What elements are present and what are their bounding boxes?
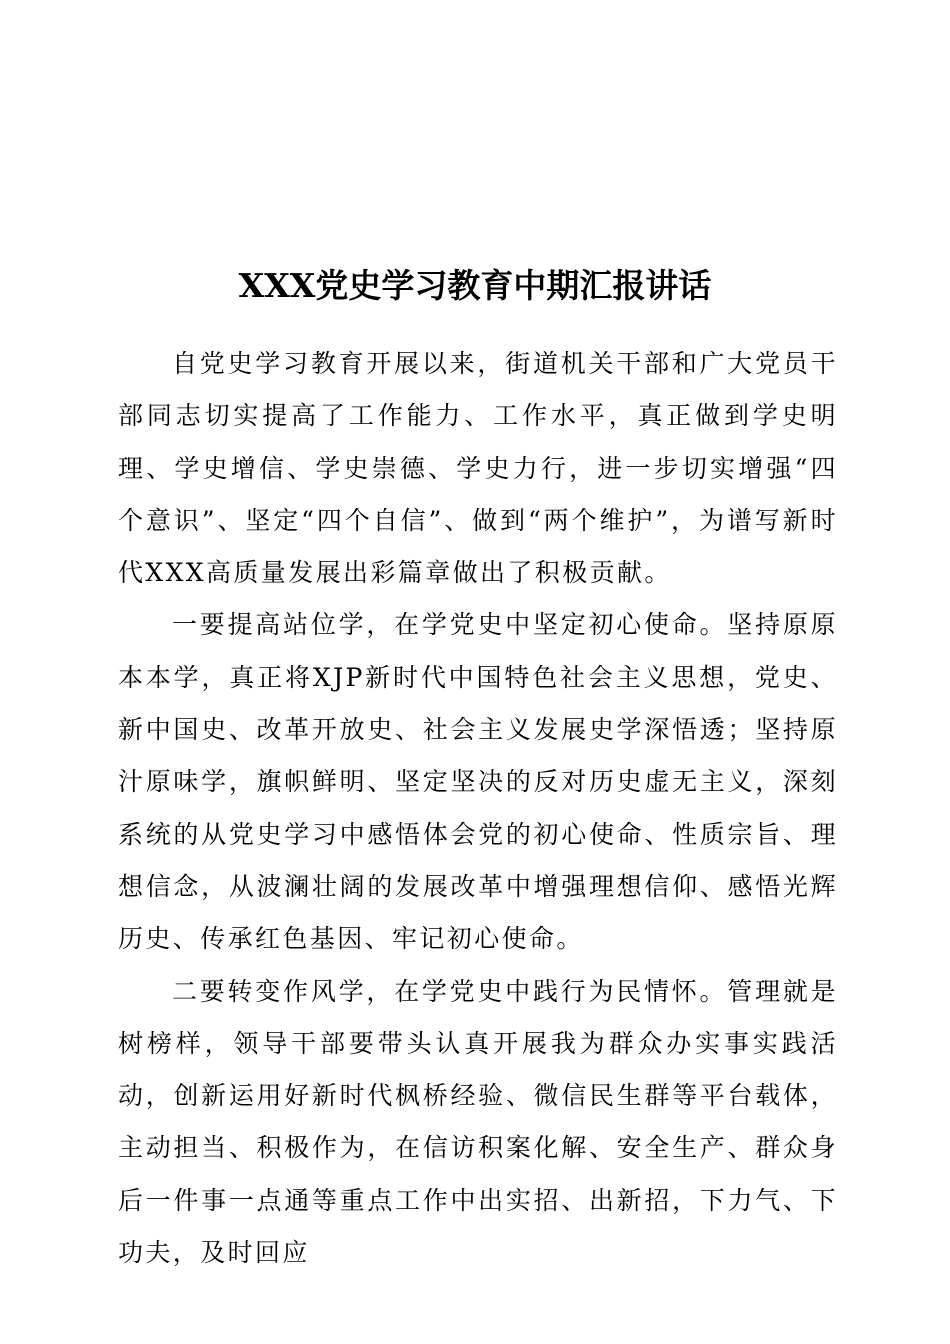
document-title: XXX党史学习教育中期汇报讲话 <box>238 266 712 305</box>
paragraph-intro: 自党史学习教育开展以来，街道机关干部和广大党员干部同志切实提高了工作能力、工作水平，真正做到学史明理、学史增信、学史崇德、学史力行，进一步切实增强“四个意识”、坚定“四个自信”、做到“两个维护”，为谱写新时代XXX高质量发展出彩篇章做出了积极贡献。 <box>118 349 838 588</box>
paragraph-point-two: 二要转变作风学，在学党史中践行为民情怀。管理就是树榜样，领导干部要带头认真开展我为群众办实事实践活动，创新运用好新时代枫桥经验、微信民生群等平台载体，主动担当、积极作为，在信访积案化解、安全生产、群众身后一件事一点通等重点工作中出实招、出新招，下力气、下功夫，及时回应 <box>118 976 838 1268</box>
paragraph-point-one: 一要提高站位学，在学党史中坚定初心使命。坚持原原本本学，真正将XJP新时代中国特色社会主义思想，党史、新中国史、改革开放史、社会主义发展史学深悟透；坚持原汁原味学，旗帜鲜明、坚定坚决的反对历史虚无主义，深刻系统的从党史学习中感悟体会党的初心使命、性质宗旨、理想信念，从波澜壮阔的发展改革中增强理想信仰、感悟光辉历史、传承红色基因、牢记初心使命。 <box>118 610 838 954</box>
document-body <box>118 338 838 1279</box>
